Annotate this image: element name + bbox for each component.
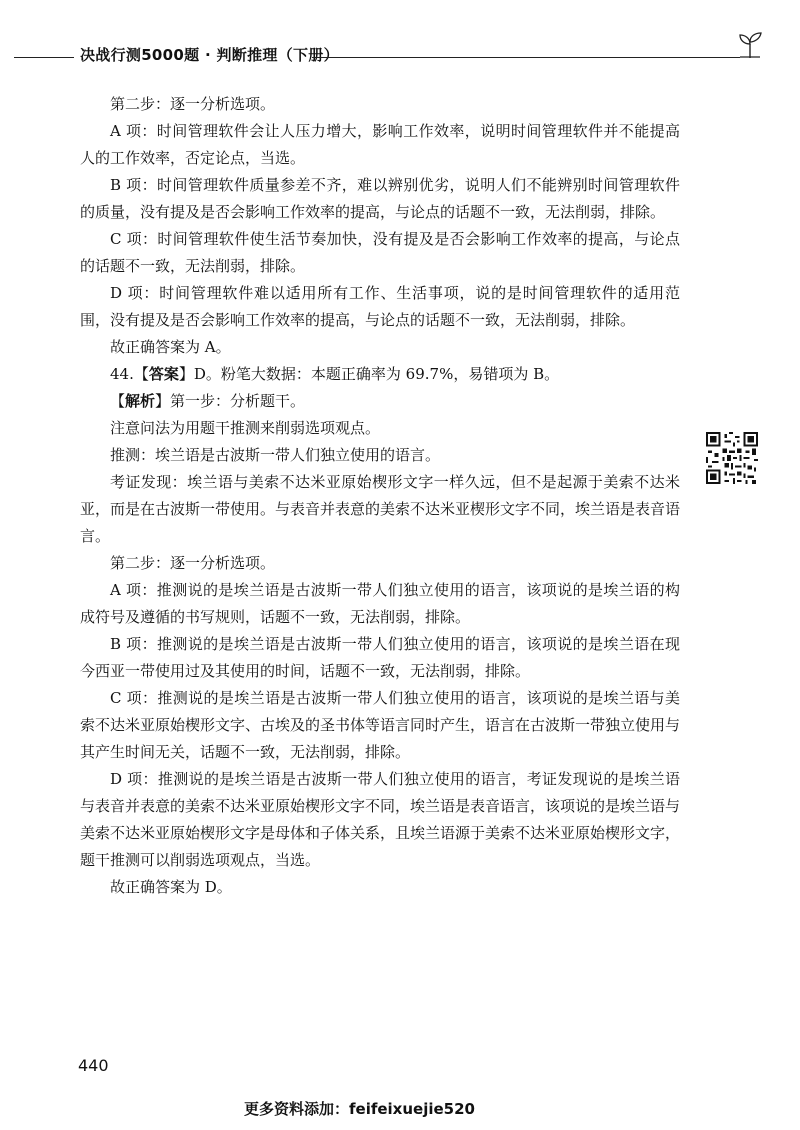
analysis-text: 】第一步：分析题干。 [155, 392, 306, 410]
header-rule-right [312, 57, 740, 58]
header-rule-left [14, 57, 74, 58]
paragraph: D 项：推测说的是埃兰语是古波斯一带人们独立使用的语言，考证发现说的是埃兰语与表音并表意的美索不达米亚原始楔形文字不同，埃兰语是表音语言，该项说的是埃兰语与美索不达米亚原始楔形文字是母体和子体关系，且埃兰语源于美索不达米亚原始楔形文字，题干推测可以削弱选项观点，当选。 [80, 770, 681, 869]
paragraph: A 项：推测说的是埃兰语是古波斯一带人们独立使用的语言，该项说的是埃兰语的构成符号及遵循的书写规则，话题不一致，无法削弱，排除。 [80, 581, 680, 626]
question-44-analysis [80, 388, 680, 415]
qr-code-icon [706, 432, 758, 484]
page-number: 440 [78, 1056, 109, 1075]
analysis-bracket: 【 [110, 392, 126, 410]
answer-text: 】D。粉笔大数据：本题正确率为 69.7%，易错项为 B。 [178, 365, 560, 383]
question-44-answer [80, 361, 680, 388]
paragraph: D 项：时间管理软件难以适用所有工作、生活事项，说的是时间管理软件的适用范围，没有提及是否会影响工作效率的提高，与论点的话题不一致，无法削弱，排除。 [80, 284, 680, 329]
paragraph: A 项：时间管理软件会让人压力增大，影响工作效率，说明时间管理软件并不能提高人的工作效率，否定论点，当选。 [80, 122, 680, 167]
paragraph: 第二步：逐一分析选项。 [110, 554, 276, 572]
paragraph: C 项：时间管理软件使生活节奏加快，没有提及是否会影响工作效率的提高，与论点的话题不一致，无法削弱，排除。 [80, 230, 680, 275]
paragraph: 考证发现：埃兰语与美索不达米亚原始楔形文字一样久远，但不是起源于美索不达米亚，而是在古波斯一带使用。与表音并表意的美索不达米亚楔形文字不同，埃兰语是表音语言。 [80, 473, 681, 545]
question-number: 44.【 [110, 365, 149, 383]
paragraph: B 项：推测说的是埃兰语是古波斯一带人们独立使用的语言，该项说的是埃兰语在现今西亚一带使用过及其使用的时间，话题不一致，无法削弱，排除。 [80, 635, 680, 680]
paragraph: 注意问法为用题干推测来削弱选项观点。 [110, 419, 381, 437]
page-body [80, 91, 680, 901]
sprout-icon [734, 30, 766, 60]
answer-label: 答案 [148, 365, 179, 383]
paragraph: C 项：推测说的是埃兰语是古波斯一带人们独立使用的语言，该项说的是埃兰语与美索不达米亚原始楔形文字、古埃及的圣书体等语言同时产生，语言在古波斯一带独立使用与其产生时间无关，话题不一致，无法削弱，排除。 [80, 689, 681, 761]
paragraph: 推测：埃兰语是古波斯一带人们独立使用的语言。 [110, 446, 441, 464]
book-title: 决战行测5000题 · 判断推理（下册） [80, 46, 339, 64]
analysis-label: 解析 [125, 392, 156, 410]
paragraph: 故正确答案为 D。 [110, 878, 232, 896]
paragraph: B 项：时间管理软件质量参差不齐，难以辨别优劣，说明人们不能辨别时间管理软件的质量，没有提及是否会影响工作效率的提高，与论点的话题不一致，无法削弱，排除。 [80, 176, 680, 221]
running-header [0, 40, 800, 70]
paragraph: 第二步：逐一分析选项。 [110, 95, 276, 113]
paragraph: 故正确答案为 A。 [110, 338, 231, 356]
footer-note: 更多资料添加：feifeixuejie520 [244, 1100, 475, 1118]
